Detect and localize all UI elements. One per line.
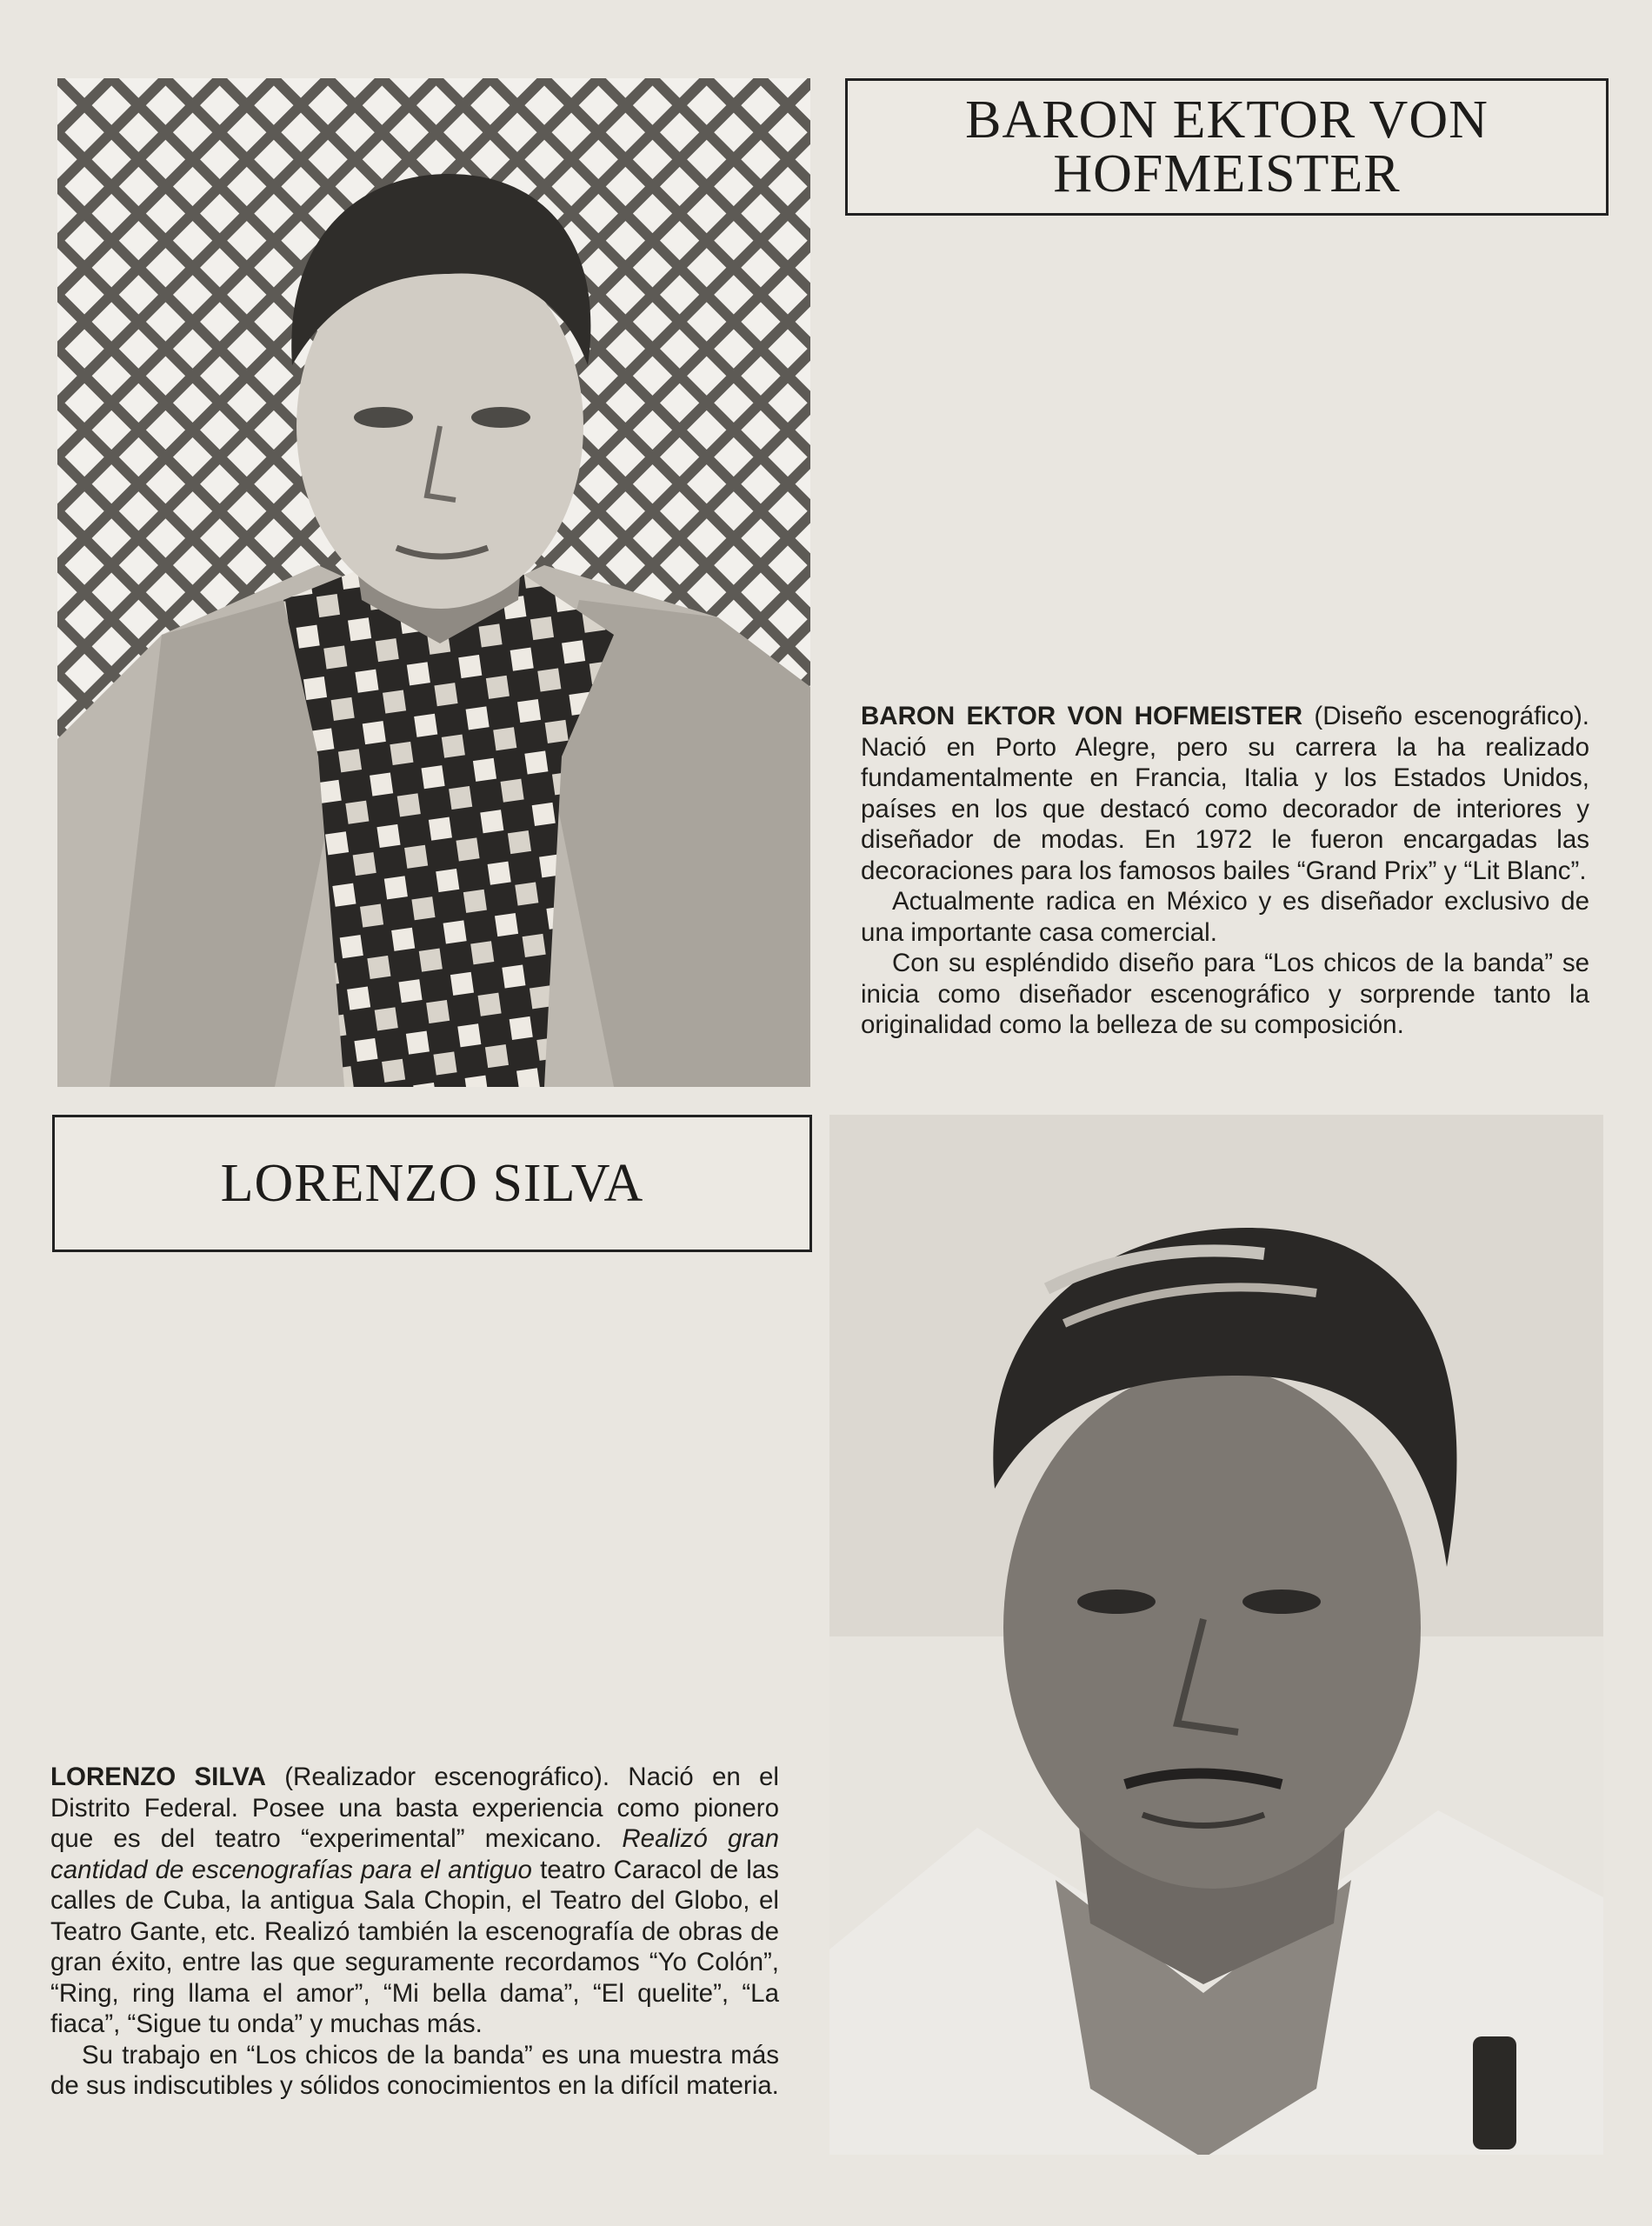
- name-heading-line-2: HOFMEISTER: [1053, 144, 1401, 203]
- bio-paragraph-2: Su trabajo en “Los chicos de la banda” es una muestra más de sus indiscutibles y sólidos conocimientos en la difícil materia.: [50, 2040, 779, 2100]
- bio-paragraph-1a: (Realizador escenográfico). Nació en el Distrito Federal. Posee una basta experiencia como pionero que es del teatro “experimental” mexicano.: [50, 1763, 779, 1853]
- bio-name-hofmeister: BARON EKTOR VON HOFMEISTER: [861, 702, 1303, 730]
- name-heading-silva: [52, 1115, 812, 1252]
- bio-text-hofmeister: [861, 701, 1589, 1041]
- portrait-photo-silva: [829, 1115, 1603, 2155]
- bio-paragraph-1b: teatro Caracol de las calles de Cuba, la antigua Sala Chopin, el Teatro del Globo, el Teatro Gante, etc. Realizó también la escenografía de obras de gran éxito, entre las que seguramente recordamos “Yo Colón”, “Ring, ring llama el amor”, “Mi bella dama”, “El quelite”, “La fiaca”, “Sigue tu onda” y muchas más.: [50, 1855, 779, 2038]
- bio-text-silva: [50, 1762, 779, 2102]
- bio-paragraph-3: Con su espléndido diseño para “Los chicos de la banda” se inicia como diseñador escenográfico y sorprende tanto la originalidad como la belleza de su composición.: [861, 949, 1589, 1039]
- bio-name-silva: LORENZO SILVA: [50, 1763, 266, 1791]
- name-heading-line-1: BARON EKTOR VON: [965, 90, 1489, 150]
- bio-paragraph-1: (Diseño escenográfico). Nació en Porto Alegre, pero su carrera la ha realizado fundamentalmente en Francia, Italia y los Estados Unidos, países en los que destacó como decorador de interiores y diseñador de modas. En 1972 le fueron encargadas las decoraciones para los famosos bailes “Grand Prix” y “Lit Blanc”.: [861, 702, 1589, 885]
- bio-paragraph-1-italic: Realizó gran cantidad de escenografías para el antiguo: [50, 1824, 780, 1884]
- name-heading-hofmeister: [845, 78, 1609, 216]
- name-heading-line-1: LORENZO SILVA: [220, 1154, 644, 1213]
- portrait-photo-hofmeister: [57, 78, 810, 1087]
- bio-paragraph-2: Actualmente radica en México y es diseñador exclusivo de una importante casa comercial.: [861, 887, 1589, 947]
